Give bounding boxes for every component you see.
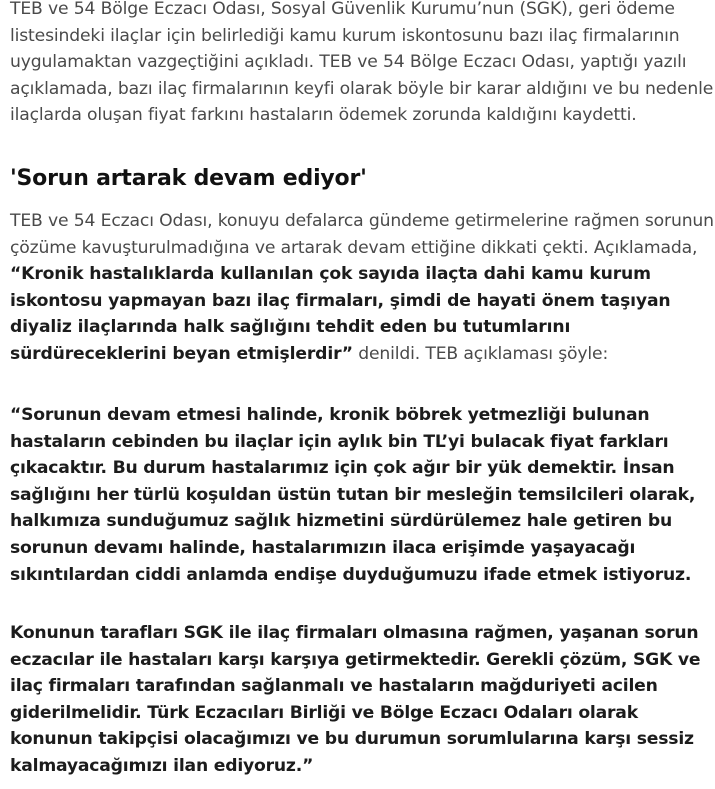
article-body [10,0,715,776]
second-paragraph [10,208,715,368]
second-paragraph-lead: TEB ve 54 Eczacı Odası, konuyu defalarca gündeme getirmelerine rağmen sorunun çözüme kavuşturulmadığına ve artarak devam ettiğine dikkati çekti. Açıklamada, [10,211,714,258]
quote-paragraph-2: Konunun tarafları SGK ile ilaç firmaları olmasına rağmen, yaşanan sorun eczacılar ile hastaları karşı karşıya getirmektedir. Gerekli çözüm, SGK ve ilaç firmaları tarafından sağlanmalı ve hastaların mağduriyeti acilen giderilmelidir. Türk Eczacıları Birliği ve Bölge Eczacı Odaları olarak konunun takipçisi olacağımızı ve bu durumun sorumlularına karşı sessiz kalmayacağımızı ilan ediyoruz.” [10,623,701,776]
second-paragraph-tail: denildi. TEB açıklaması şöyle: [352,343,609,364]
intro-paragraph: TEB ve 54 Bölge Eczacı Odası, Sosyal Güvenlik Kurumu’nun (SGK), geri ödeme listesindeki ilaçlar için belirlediği kamu kurum iskontosunu bazı ilaç firmalarının uygulamaktan vazgeçtiğini açıkladı. TEB ve 54 Bölge Eczacı Odası, yaptığı yazılı açıklamada, bazı ilaç firmalarının keyfi olarak böyle bir karar aldığını ve bu nedenle ilaçlarda oluşan fiyat farkını hastaların ödemek zorunda kaldığını kaydetti. [10,0,714,126]
section-heading: 'Sorun artarak devam ediyor' [10,166,367,191]
second-paragraph-quote: “Kronik hastalıklarda kullanılan çok sayıda ilaçta dahi kamu kurum iskontosu yapmayan bazı ilaç firmaları, şimdi de hayati önem taşıyan diyaliz ilaçlarında halk sağlığını tehdit eden bu tutumlarını sürdüreceklerini beyan etmişlerdir” [10,264,671,364]
quote-paragraph-1: “Sorunun devam etmesi halinde, kronik böbrek yetmezliği bulunan hastaların cebinden bu ilaçlar için aylık bin TL’yi bulacak fiyat farkları çıkacaktır. Bu durum hastalarımız için çok ağır bir yük demektir. İnsan sağlığını her türlü koşuldan üstün tutan bir mesleğin temsilcileri olarak, halkımıza sunduğumuz sağlık hizmetini sürdürülemez hale getiren bu sorunun devamı halinde, hastalarımızın ilaca erişimde yaşayacağı sıkıntılardan ciddi anlamda endişe duyduğumuzu ifade etmek istiyoruz. [10,405,696,585]
